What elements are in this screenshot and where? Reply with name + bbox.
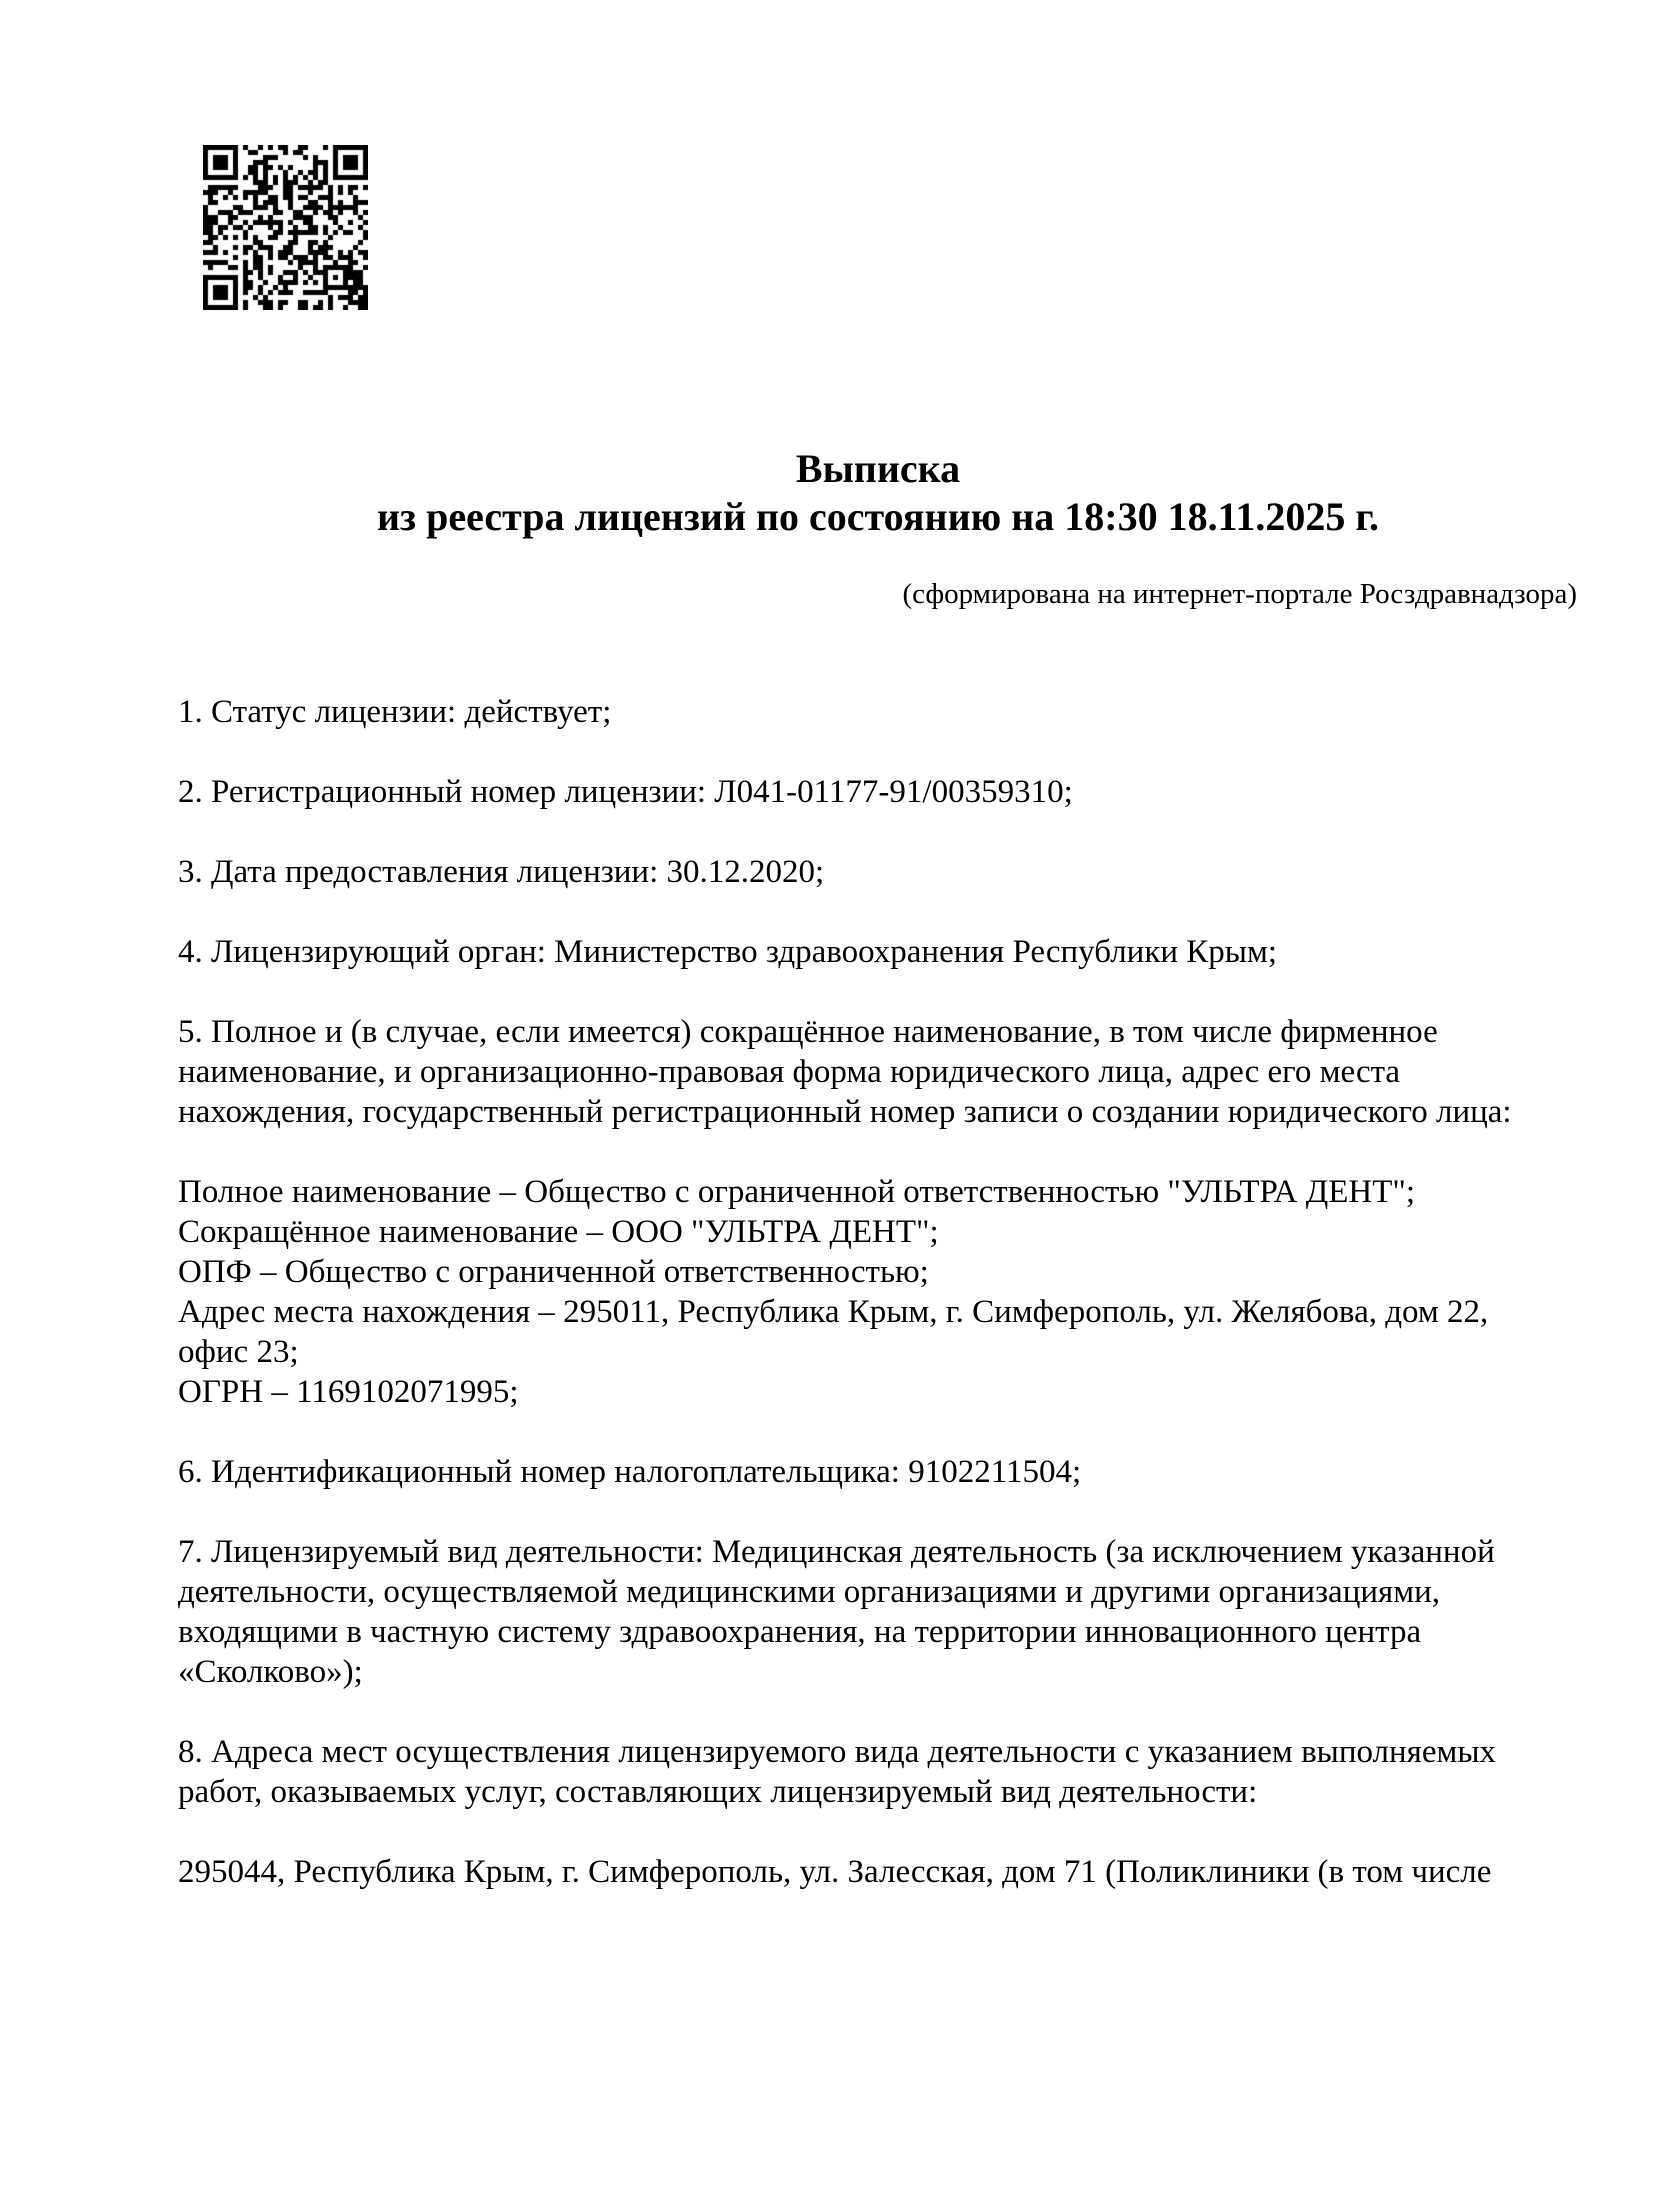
text-line: ОПФ – Общество с ограниченной ответственностью;: [178, 1254, 929, 1290]
paragraph-activity-address: [178, 1852, 1588, 1892]
paragraph-grant-date: [178, 852, 1588, 892]
document-title: [178, 445, 1578, 541]
text-line: Полное наименование – Общество с ограниченной ответственностью "УЛЬТРА ДЕНТ";: [178, 1174, 1416, 1210]
text-line: 5. Полное и (в случае, если имеется) сокращённое наименование, в том числе фирменное: [178, 1014, 1438, 1050]
text-line: офис 23;: [178, 1334, 299, 1370]
paragraph-entity-names-intro: [178, 1012, 1588, 1132]
text-line: 6. Идентификационный номер налогоплательщика: 9102211504;: [178, 1454, 1082, 1490]
title-line-2: из реестра лицензий по состоянию на 18:30 18.11.2025 г.: [376, 494, 1380, 539]
text-line: деятельности, осуществляемой медицинскими организациями и другими организациями,: [178, 1574, 1440, 1610]
qr-code-icon: [203, 145, 368, 310]
text-line: «Сколково»);: [178, 1654, 363, 1690]
text-line: 3. Дата предоставления лицензии: 30.12.2020;: [178, 854, 825, 890]
text-line: 1. Статус лицензии: действует;: [178, 694, 612, 730]
text-line: Сокращённое наименование – ООО "УЛЬТРА ДЕНТ";: [178, 1214, 939, 1250]
text-line: Адрес места нахождения – 295011, Республика Крым, г. Симферополь, ул. Желябова, дом 22,: [178, 1294, 1489, 1330]
text-line: наименование, и организационно-правовая форма юридического лица, адрес его места: [178, 1054, 1401, 1090]
title-line-1: Выписка: [795, 446, 961, 491]
text-line: 2. Регистрационный номер лицензии: Л041-01177-91/00359310;: [178, 774, 1073, 810]
paragraph-taxpayer-number: [178, 1452, 1588, 1492]
paragraph-registration-number: [178, 772, 1588, 812]
text-line: нахождения, государственный регистрационный номер записи о создании юридического лица:: [178, 1094, 1512, 1130]
paragraph-licensing-authority: [178, 932, 1588, 972]
text-line: 8. Адреса мест осуществления лицензируемого вида деятельности с указанием выполняемых: [178, 1734, 1497, 1770]
text-line: ОГРН – 1169102071995;: [178, 1374, 519, 1410]
paragraph-license-status: [178, 692, 1588, 732]
text-line: 7. Лицензируемый вид деятельности: Медицинская деятельность (за исключением указанной: [178, 1534, 1495, 1570]
document-subtitle: (сформирована на интернет-портале Росздравнадзора): [902, 578, 1577, 610]
text-line: 295044, Республика Крым, г. Симферополь, ул. Залесская, дом 71 (Поликлиники (в том числе: [178, 1854, 1492, 1890]
document-body: [178, 692, 1588, 1892]
text-line: 4. Лицензирующий орган: Министерство здравоохранения Республики Крым;: [178, 934, 1278, 970]
text-line: входящими в частную систему здравоохранения, на территории инновационного центра: [178, 1614, 1422, 1650]
paragraph-licensed-activity: [178, 1532, 1588, 1692]
text-line: работ, оказываемых услуг, составляющих лицензируемый вид деятельности:: [178, 1774, 1258, 1810]
paragraph-activity-addresses-intro: [178, 1732, 1588, 1812]
paragraph-entity-details: [178, 1172, 1588, 1412]
